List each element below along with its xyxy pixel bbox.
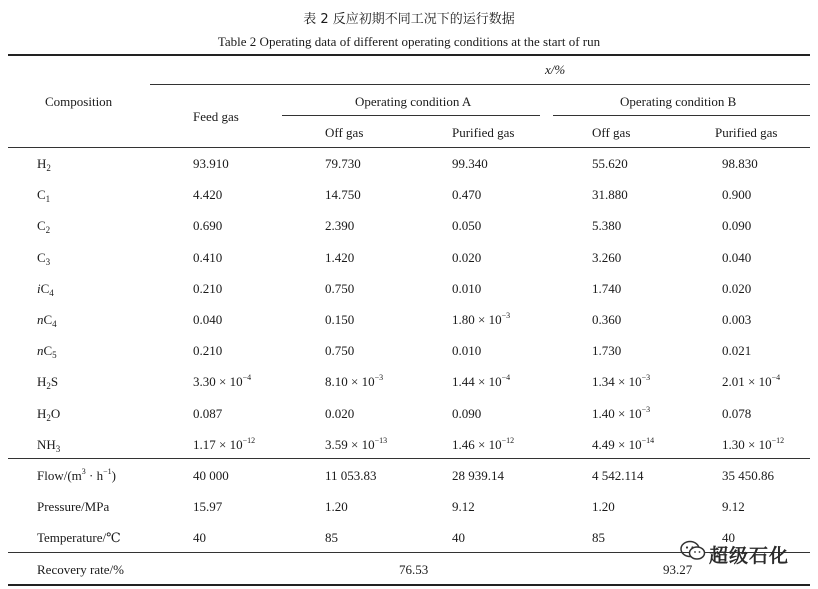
composition-row-a-pur: 0.050 <box>452 218 482 234</box>
condition-row-b-pur: 35 450.86 <box>722 468 774 483</box>
condition-b-rule <box>553 115 810 116</box>
wechat-icon <box>680 540 706 562</box>
table-bottom-rule <box>8 584 810 586</box>
condition-row-label: Temperature/℃ <box>37 530 121 545</box>
condition-row-b-off: 85 <box>592 530 605 545</box>
composition-row-b-pur: 0.900 <box>722 187 752 203</box>
composition-row-feed: $1.17 \times 10^{-12}$ <box>193 435 256 452</box>
recovery-label: Recovery rate/% <box>37 562 124 577</box>
composition-row-b-pur: 98.830 <box>722 156 758 171</box>
condition-row-a-pur: 40 <box>452 530 465 545</box>
condition-row-a-off: 11 053.83 <box>325 468 377 483</box>
composition-row-a-off: $8.10 \times 10^{-3}$ <box>325 373 384 390</box>
condition-row-feed: 40 <box>193 530 206 545</box>
b-purified-gas-header: Purified gas <box>715 125 778 140</box>
composition-row-a-pur: 0.010 <box>452 343 482 359</box>
composition-header: Composition <box>45 94 113 109</box>
condition-row-a-off: 85 <box>325 530 338 545</box>
condition-a-header: Operating condition A <box>355 94 472 109</box>
composition-row-b-off: $1.40 \times 10^{-3}$ <box>592 404 651 421</box>
condition-row-b-pur: 40 <box>722 530 735 545</box>
caption-en: Table 2 Operating data of different operating conditions at the start of run <box>217 34 601 49</box>
composition-row-feed: 0.410 <box>193 249 223 265</box>
unit-label: x/% <box>545 62 566 77</box>
composition-row-feed: 0.210 <box>193 343 223 359</box>
composition-row-a-pur: $1.44 \times 10^{-4}$ <box>452 373 511 390</box>
composition-row-b-off: 31.880 <box>592 187 628 203</box>
composition-row-b-pur: 0.078 <box>722 405 752 421</box>
header-bottom-rule <box>8 147 810 148</box>
composition-row-a-pur: $1.46 \times 10^{-12}$ <box>452 435 515 452</box>
composition-row-label: $H_2$ <box>37 156 51 173</box>
composition-row-a-pur: 0.010 <box>452 280 482 296</box>
a-off-gas-header: Off gas <box>325 125 364 140</box>
composition-row-b-pur: $2.01 \times 10^{-4}$ <box>722 373 781 390</box>
composition-row-a-off: 79.730 <box>325 156 361 171</box>
composition-row-b-off: 0.360 <box>592 312 622 327</box>
composition-row-feed: 0.087 <box>193 405 223 421</box>
recovery-a: 76.53 <box>399 562 429 577</box>
composition-row-b-off: 1.740 <box>592 280 622 296</box>
feed-gas-header: Feed gas <box>193 109 239 124</box>
unit-rule <box>150 84 810 85</box>
composition-row-b-off: $1.34 \times 10^{-3}$ <box>592 373 651 390</box>
composition-row-b-off: 3.260 <box>592 249 622 265</box>
composition-row-label: $nC_4$ <box>37 312 57 329</box>
composition-row-a-off: 1.420 <box>325 249 355 265</box>
recovery-b: 93.27 <box>663 562 693 577</box>
composition-row-b-pur: 0.021 <box>722 343 752 359</box>
composition-row-b-off: $4.49 \times 10^{-14}$ <box>592 435 655 452</box>
composition-row-feed: 0.040 <box>193 312 223 327</box>
composition-row-b-off: 5.380 <box>592 218 622 234</box>
composition-row-label: $H_2O$ <box>37 405 61 423</box>
condition-a-rule <box>282 115 540 116</box>
condition-row-b-pur: 9.12 <box>722 499 745 514</box>
condition-row-b-off: 4 542.114 <box>592 468 644 483</box>
condition-row-a-pur: 28 939.14 <box>452 468 504 483</box>
composition-row-b-pur: 0.040 <box>722 249 752 265</box>
composition-row-a-off: 0.750 <box>325 343 355 359</box>
composition-row-label: $C_3$ <box>37 249 51 267</box>
composition-row-a-off: 14.750 <box>325 187 361 203</box>
composition-row-a-pur: $1.80 \times 10^{-3}$ <box>452 311 511 327</box>
composition-row-b-pur: 0.003 <box>722 312 752 327</box>
composition-row-a-off: 0.150 <box>325 312 355 327</box>
composition-row-a-pur: 99.340 <box>452 156 488 171</box>
watermark-text: 超级石化 <box>709 545 790 567</box>
composition-row-a-off: $3.59 \times 10^{-13}$ <box>325 435 388 452</box>
condition-row-a-pur: 9.12 <box>452 499 475 514</box>
composition-bottom-rule <box>8 458 810 459</box>
condition-row-b-off: 1.20 <box>592 499 615 514</box>
composition-row-feed: $3.30 \times 10^{-4}$ <box>193 373 252 390</box>
condition-b-header: Operating condition B <box>620 94 737 109</box>
b-off-gas-header: Off gas <box>592 125 631 140</box>
condition-row-label: Flow/$(m^3 \cdot h^{-1})$ <box>37 467 116 483</box>
caption-zh: 表 2 反应初期不同工况下的运行数据 <box>303 12 515 27</box>
composition-row-feed: 4.420 <box>193 187 223 203</box>
composition-row-label: $H_2S$ <box>37 374 59 392</box>
a-purified-gas-header: Purified gas <box>452 125 515 140</box>
composition-row-feed: 93.910 <box>193 156 229 171</box>
composition-row-a-pur: 0.090 <box>452 405 482 421</box>
condition-row-a-off: 1.20 <box>325 499 348 514</box>
table-top-rule <box>8 54 810 56</box>
composition-row-b-pur: 0.090 <box>722 218 752 234</box>
composition-row-label: $iC_4$ <box>37 280 54 298</box>
composition-row-feed: 0.210 <box>193 280 223 296</box>
composition-row-a-pur: 0.020 <box>452 249 482 265</box>
composition-row-label: $C_2$ <box>37 218 51 236</box>
composition-row-b-off: 1.730 <box>592 343 622 359</box>
composition-row-a-off: 0.750 <box>325 280 355 296</box>
composition-row-a-off: 0.020 <box>325 405 355 421</box>
composition-row-label: $NH_3$ <box>37 436 61 454</box>
composition-row-label: $C_1$ <box>37 187 51 205</box>
composition-row-a-off: 2.390 <box>325 218 355 234</box>
condition-row-feed: 15.97 <box>193 499 223 514</box>
composition-row-a-pur: 0.470 <box>452 187 482 203</box>
composition-row-b-pur: 0.020 <box>722 280 752 296</box>
composition-row-b-off: 55.620 <box>592 156 628 171</box>
composition-row-feed: 0.690 <box>193 218 223 234</box>
composition-row-b-pur: $1.30 \times 10^{-12}$ <box>722 435 785 452</box>
composition-row-label: $nC_5$ <box>37 343 57 361</box>
condition-row-feed: 40 000 <box>193 468 229 483</box>
condition-row-label: Pressure/MPa <box>37 499 110 514</box>
